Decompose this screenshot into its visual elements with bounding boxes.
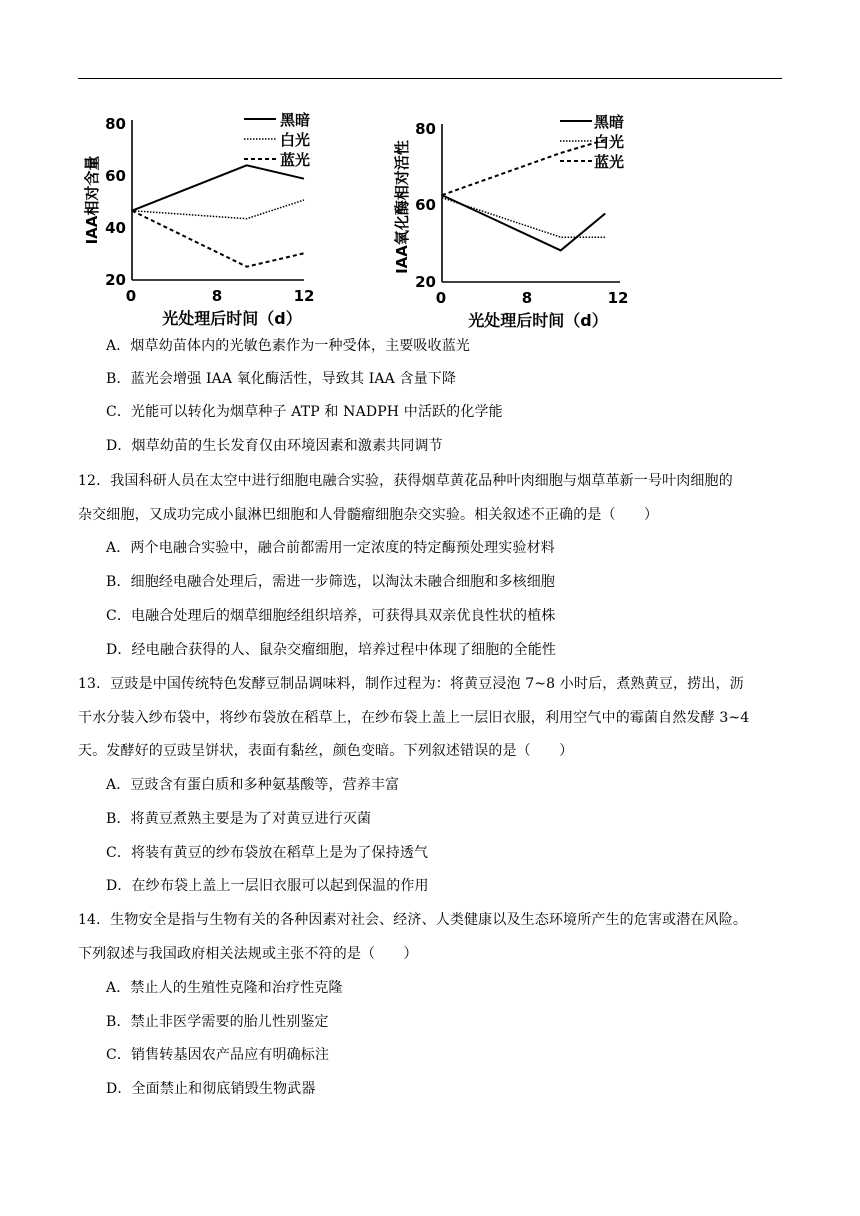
legend-label-white: 白光: [594, 133, 625, 151]
header-rule: [78, 78, 782, 79]
q12-option-d: D．经电融合获得的人、鼠杂交瘤细胞，培养过程中体现了细胞的全能性: [106, 642, 557, 658]
q14-stem-line-2: 下列叙述与我国政府相关法规或主张不符的是（ ）: [78, 946, 418, 962]
y-tick-label: 80: [105, 115, 126, 133]
x-tick-label: 8: [211, 287, 223, 305]
y-axis-label: IAA氧化酶相对活性: [393, 140, 411, 274]
series-line-dark: [132, 165, 304, 210]
x-tick-label: 0: [435, 289, 447, 307]
q13-option-d: D．在纱布袋上盖上一层旧衣服可以起到保温的作用: [106, 878, 429, 894]
q12-option-b: B．细胞经电融合处理后，需进一步筛选，以淘汰未融合细胞和多核细胞: [106, 574, 556, 590]
legend-label-dark: 黑暗: [594, 113, 625, 131]
q11-option-b: B．蓝光会增强 IAA 氧化酶活性，导致其 IAA 含量下降: [106, 371, 457, 387]
x-axis-label: 光处理后时间（d）: [162, 309, 302, 328]
q13-option-c: C．将装有黄豆的纱布袋放在稻草上是为了保持透气: [106, 845, 429, 861]
y-tick-label: 80: [415, 120, 436, 138]
q13-option-a: A．豆豉含有蛋白质和多种氨基酸等，营养丰富: [106, 777, 400, 793]
series-line-blue: [442, 140, 605, 195]
x-tick-label: 12: [293, 287, 315, 305]
y-tick-label: 60: [105, 167, 126, 185]
y-axis-label: IAA相对含量: [83, 155, 101, 245]
y-tick-label: 20: [105, 271, 126, 289]
series-line-white: [442, 198, 605, 238]
q12-option-a: A．两个电融合实验中，融合前都需用一定浓度的特定酶预处理实验材料: [106, 540, 555, 556]
chart-iaa-oxidase: [388, 100, 648, 332]
legend-label-dark: 黑暗: [280, 111, 311, 129]
q14-option-b: B．禁止非医学需要的胎儿性别鉴定: [106, 1014, 329, 1030]
q13-option-b: B．将黄豆煮熟主要是为了对黄豆进行灭菌: [106, 811, 372, 827]
y-tick-label: 60: [415, 196, 436, 214]
chart-iaa-content: [78, 100, 328, 332]
chart-iaa-oxidase-svg: [388, 100, 648, 332]
legend-label-blue: 蓝光: [280, 151, 311, 169]
q11-option-d: D．烟草幼苗的生长发育仅由环境因素和激素共同调节: [106, 438, 443, 454]
q13-stem-line-3: 天。发酵好的豆豉呈饼状，表面有黏丝，颜色变暗。下列叙述错误的是（ ）: [78, 743, 574, 759]
series-line-white: [132, 200, 304, 219]
x-axis-label: 光处理后时间（d）: [468, 311, 608, 330]
chart-iaa-content-svg: [78, 100, 328, 332]
x-tick-label: 12: [607, 289, 629, 307]
q14-option-c: C．销售转基因农产品应有明确标注: [106, 1047, 330, 1063]
q14-stem-line-1: 14．生物安全是指与生物有关的各种因素对社会、经济、人类健康以及生态环境所产生的危害或潜在风险。: [78, 912, 748, 928]
q12-stem-line-1: 12．我国科研人员在太空中进行细胞电融合实验，获得烟草黄花品种叶肉细胞与烟草革新一号叶肉细胞的: [78, 473, 733, 489]
y-tick-label: 40: [105, 219, 126, 237]
q14-option-a: A．禁止人的生殖性克隆和治疗性克隆: [106, 980, 343, 996]
y-tick-label: 20: [415, 273, 436, 291]
q14-option-d: D．全面禁止和彻底销毁生物武器: [106, 1081, 316, 1097]
x-tick-label: 0: [125, 287, 137, 305]
q12-stem-line-2: 杂交细胞，又成功完成小鼠淋巴细胞和人骨髓瘤细胞杂交实验。相关叙述不正确的是（ ）: [78, 507, 659, 523]
legend-label-white: 白光: [280, 131, 311, 149]
q13-stem-line-1: 13．豆豉是中国传统特色发酵豆制品调味料，制作过程为：将黄豆浸泡 7~8 小时后，煮熟黄豆，捞出，沥: [78, 676, 744, 692]
series-line-blue: [132, 211, 304, 267]
q11-option-c: C．光能可以转化为烟草种子 ATP 和 NADPH 中活跃的化学能: [106, 404, 503, 420]
q11-option-a: A．烟草幼苗体内的光敏色素作为一种受体，主要吸收蓝光: [106, 338, 471, 354]
q12-option-c: C．电融合处理后的烟草细胞经组织培养，可获得具双亲优良性状的植株: [106, 608, 556, 624]
q13-stem-line-2: 干水分装入纱布袋中，将纱布袋放在稻草上，在纱布袋上盖上一层旧衣服，利用空气中的霉菌自然发酵 3~4: [78, 710, 750, 726]
x-tick-label: 8: [521, 289, 533, 307]
series-line-dark: [442, 195, 605, 250]
legend-label-blue: 蓝光: [594, 153, 625, 171]
